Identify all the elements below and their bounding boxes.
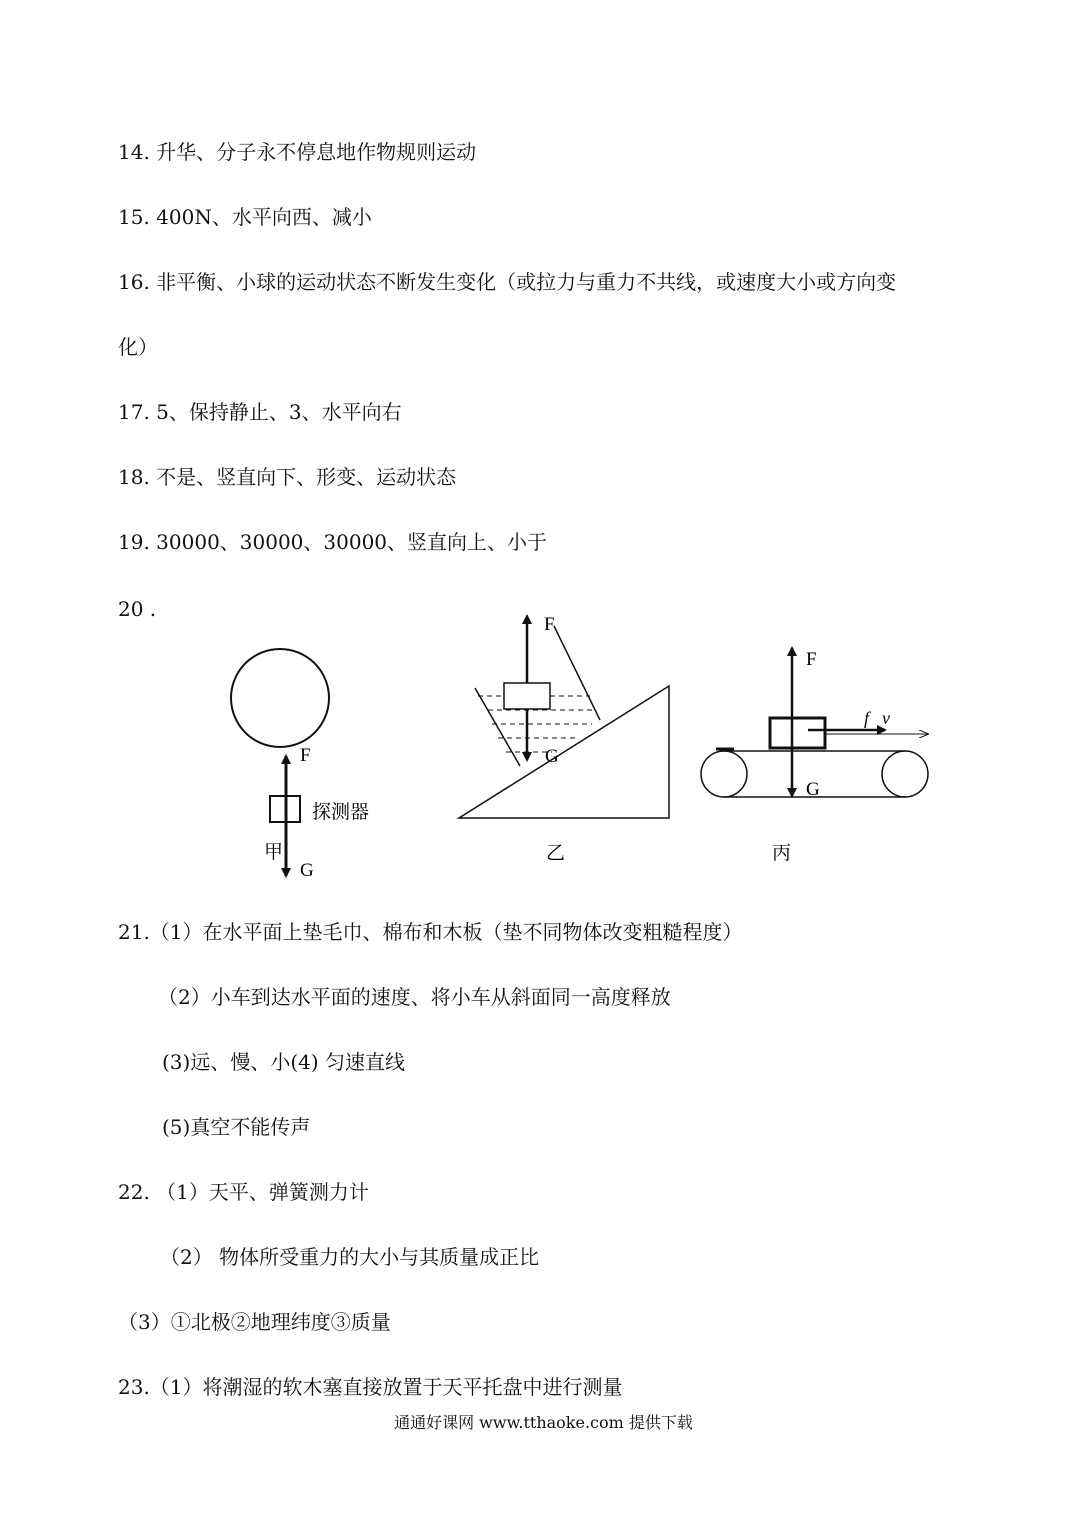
answer-14: 14. 升华、分子永不停息地作物规则运动 — [118, 140, 477, 164]
label-friction: f — [864, 708, 870, 728]
answer-22-2: （2） 物体所受重力的大小与其质量成正比 — [160, 1245, 540, 1269]
answer-17: 17. 5、保持静止、3、水平向右 — [118, 400, 402, 424]
answer-16-line1: 16. 非平衡、小球的运动状态不断发生变化（或拉力与重力不共线，或速度大小或方向变 — [118, 270, 897, 294]
answer-16-line2: 化） — [118, 335, 158, 359]
figure-bing — [701, 648, 928, 864]
force-diagrams — [0, 600, 1087, 900]
label-f: F — [544, 614, 555, 635]
answer-22-1: 22. （1）天平、弹簧测力计 — [118, 1180, 369, 1204]
answer-15: 15. 400N、水平向西、减小 — [118, 205, 372, 229]
answer-21-2: （2）小车到达水平面的速度、将小车从斜面同一高度释放 — [158, 985, 671, 1009]
label-g: G — [300, 860, 314, 881]
answer-21-5: (5)真空不能传声 — [162, 1115, 311, 1139]
answer-18: 18. 不是、竖直向下、形变、运动状态 — [118, 465, 457, 489]
slope-triangle — [459, 686, 669, 818]
figure-yi — [459, 614, 669, 864]
label-f: F — [806, 649, 817, 670]
caption-yi: 乙 — [546, 842, 566, 864]
label-g: G — [545, 746, 559, 767]
answer-20: 20 . — [118, 597, 157, 621]
answer-19: 19. 30000、30000、30000、竖直向上、小于 — [118, 530, 548, 554]
label-f: F — [300, 745, 311, 766]
pulley-right — [882, 751, 928, 797]
label-velocity: v — [882, 708, 890, 728]
answer-22-3: （3）①北极②地理纬度③质量 — [118, 1310, 391, 1334]
label-g: G — [806, 779, 820, 800]
object-box — [504, 683, 550, 709]
caption-jia: 甲 — [264, 841, 284, 863]
answer-21-3: (3)远、慢、小(4) 匀速直线 — [162, 1050, 406, 1074]
answer-23-1: 23.（1）将潮湿的软木塞直接放置于天平托盘中进行测量 — [118, 1375, 623, 1399]
figure-jia — [231, 649, 369, 881]
caption-bing: 丙 — [772, 842, 792, 864]
object-box — [770, 718, 825, 748]
balloon-circle — [231, 649, 329, 747]
pulley-left — [701, 751, 747, 797]
answer-21-1: 21.（1）在水平面上垫毛巾、棉布和木板（垫不同物体改变粗糙程度） — [118, 920, 743, 944]
page-footer: 通通好课网 www.tthaoke.com 提供下载 — [394, 1413, 693, 1432]
label-probe: 探测器 — [312, 801, 370, 823]
